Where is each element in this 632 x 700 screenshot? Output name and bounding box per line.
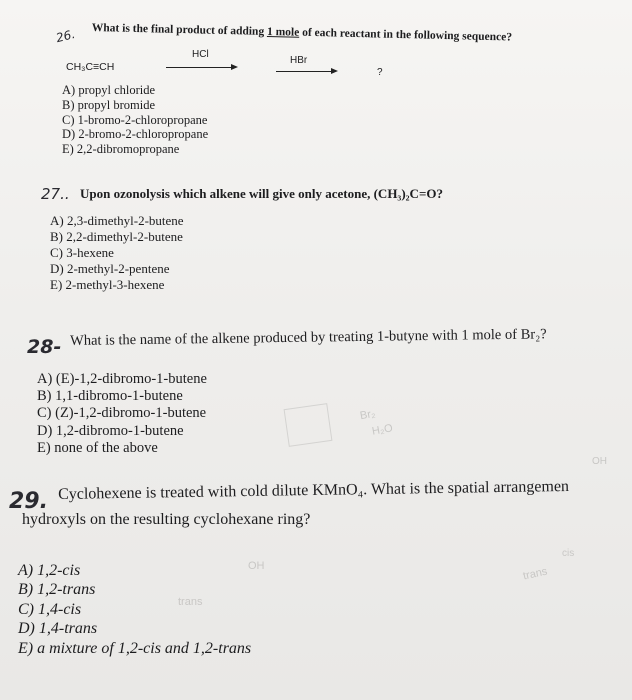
q29-option-b: B) 1,2-trans <box>18 581 96 599</box>
q29-number: 29. <box>9 489 48 514</box>
q27-option-e: E) 2-methyl-3-hexene <box>50 277 165 292</box>
q26-text-part1: What is the final product of adding <box>91 22 268 38</box>
q28-option-b: B) 1,1-dibromo-1-butene <box>37 388 183 405</box>
q27-options <box>50 213 184 293</box>
q29-option-a: A) 1,2-cis <box>18 562 81 579</box>
q28-options <box>37 371 207 457</box>
q26-number: 26. <box>54 26 77 46</box>
bleed-text-oh: OH <box>248 560 265 572</box>
bleed-text-trans: trans <box>178 596 203 608</box>
q26-product: ? <box>377 67 383 78</box>
q26-reactant: CH₃C≡CH <box>66 61 115 73</box>
q26-option-c: C) 1-bromo-2-chloropropane <box>62 112 208 127</box>
bleed-text-oh-2: OH <box>592 456 607 467</box>
q26-option-e: E) 2,2-dibromopropane <box>62 142 180 157</box>
q28-option-c: C) (Z)-1,2-dibromo-1-butene <box>37 405 207 422</box>
q26-arrow-1-head <box>231 64 238 70</box>
q26-underlined-text: 1 mole <box>266 25 300 39</box>
q26-arrow-1 <box>166 67 232 68</box>
q29-option-d: D) 1,4-trans <box>18 620 98 638</box>
q28-question-text: What is the name of the alkene produced by treating 1-butyne with 1 mole of Br₂? <box>70 326 547 349</box>
q28-number: 28- <box>27 336 62 358</box>
q29-option-e: E) a mixture of 1,2-cis and 1,2-trans <box>18 639 252 657</box>
q27-option-c: C) 3-hexene <box>50 245 114 260</box>
bleed-text-trans-2: trans <box>522 565 549 583</box>
bleed-text-h2o: H₂O <box>371 422 394 438</box>
bleed-text-br2: Br₂ <box>359 407 377 423</box>
q27-option-a: A) 2,3-dimethyl-2-butene <box>50 213 184 228</box>
q29-options <box>18 561 251 658</box>
q26-question-text <box>92 22 512 44</box>
bleed-text-cis: cis <box>562 548 575 559</box>
q27-number: 27.. <box>41 185 70 203</box>
bleed-ring-shape <box>284 403 333 447</box>
q26-option-b: B) propyl bromide <box>62 97 156 112</box>
q28-option-d: D) 1,2-dibromo-1-butene <box>37 422 184 439</box>
q28-option-e: E) none of the above <box>37 439 158 456</box>
q27-option-d: D) 2-methyl-2-pentene <box>50 261 170 276</box>
q26-option-d: D) 2-bromo-2-chloropropane <box>62 127 209 142</box>
q26-text-part2: of each reactant in the following sequence? <box>299 26 513 44</box>
q26-option-a: A) propyl chloride <box>62 83 156 97</box>
q29-question-line2: hydroxyls on the resulting cyclohexane ring? <box>22 511 311 528</box>
q29-option-c: C) 1,4-cis <box>18 600 82 618</box>
q27-question-text: Upon ozonolysis which alkene will give only acetone, (CH₃)₂C=O? <box>80 186 443 201</box>
q26-reagent-hcl: HCl <box>192 49 209 60</box>
q26-reagent-hbr: HBr <box>290 55 308 66</box>
q28-option-a: A) (E)-1,2-dibromo-1-butene <box>37 371 207 387</box>
q29-question-line1: Cyclohexene is treated with cold dilute KMnO₄. What is the spatial arrangemen <box>58 477 570 503</box>
q27-option-b: B) 2,2-dimethyl-2-butene <box>50 229 183 244</box>
q26-arrow-2 <box>276 71 332 72</box>
q26-arrow-2-head <box>331 68 338 74</box>
q26-options <box>62 83 208 157</box>
